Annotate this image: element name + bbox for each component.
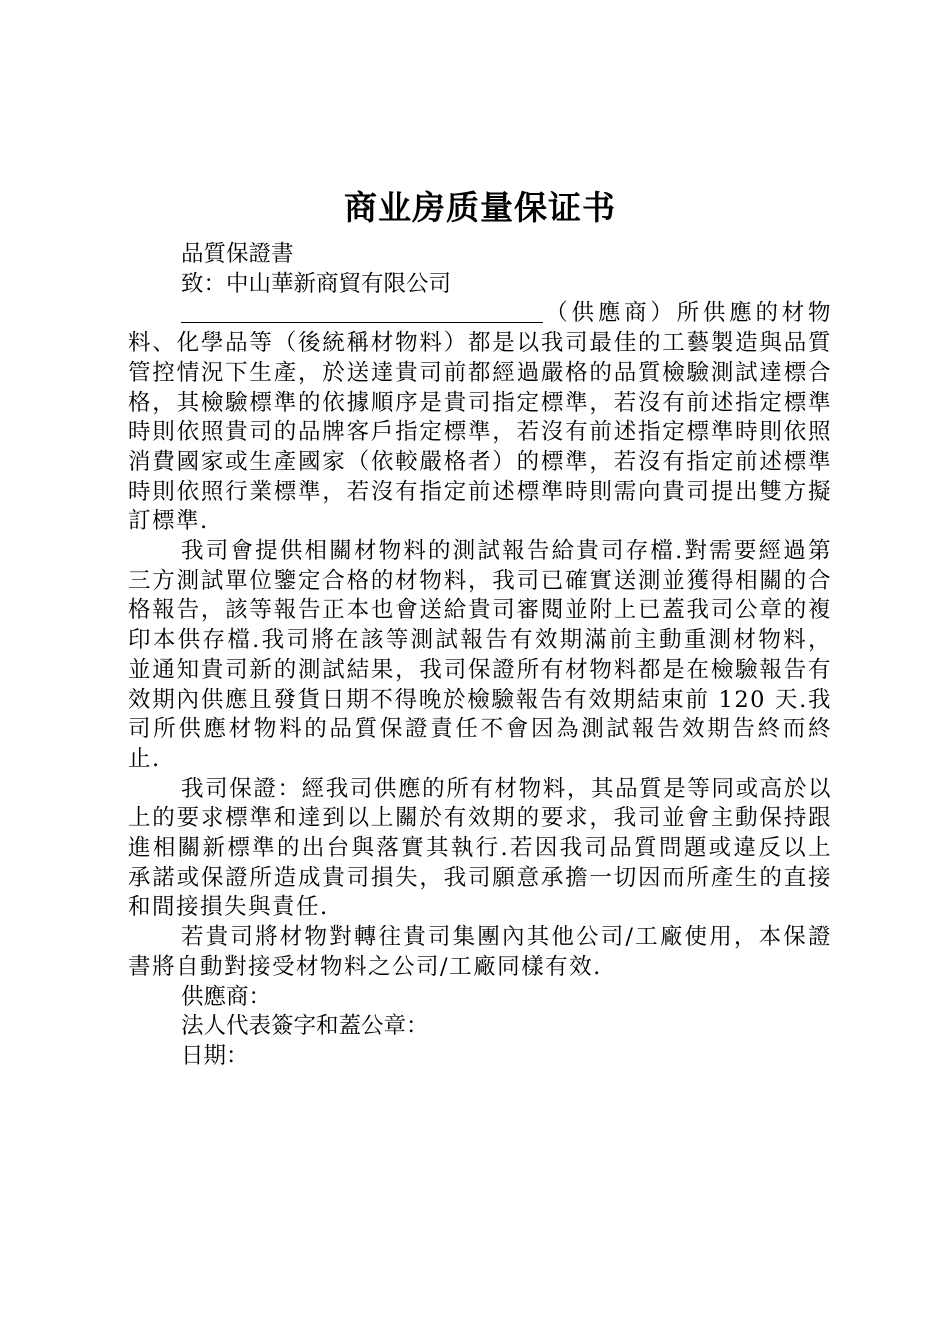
document-title: 商业房质量保证书 — [344, 188, 616, 227]
paragraph-1-text: （供應商）所供應的材物料、化學品等（後統稱材物料）都是以我司最佳的工藝製造與品質管控情況下生產，於送達貴司前都經過嚴格的品質檢驗測試達標合格，其檢驗標準的依據順序是貴司指定標準，若沒有前述指定標準時則依照貴司的品牌客戶指定標準，若沒有前述指定標準時則依照消費國家或生產國家（依較嚴格者）的標準，若沒有指定前述標準時則依照行業標準，若沒有指定前述標準時則需向貴司提出雙方擬訂標準. — [128, 300, 832, 535]
supplier-name-blank — [181, 300, 543, 323]
paragraph-4: 若貴司將材物對轉往貴司集團內其他公司/工廠使用，本保證書將自動對接受材物料之公司/工廠同樣有效. — [128, 924, 832, 980]
signature-label: 法人代表簽字和蓋公章： — [181, 1013, 429, 1040]
document-page — [128, 178, 832, 1072]
paragraph-2: 我司會提供相關材物料的測試報告給貴司存檔.對需要經過第三方測試單位鑒定合格的材物料，我司已確實送測並獲得相關的合格報告，該等報告正本也會送給貴司審閱並附上已蓋我司公章的複印本供存檔.我司將在該等測試報告有效期滿前主動重測材物料，並通知貴司新的測試結果，我司保證所有材物料都是在檢驗報告有效期內供應且發貨日期不得晚於檢驗報告有效期結束前 120 天.我司所供應材物料的品質保證責任不會因為測試報告效期告終而終止. — [128, 538, 832, 772]
date-label: 日期： — [181, 1042, 249, 1069]
paragraph-1 — [128, 299, 832, 537]
paragraph-3: 我司保證：經我司供應的所有材物料，其品質是等同或高於以上的要求標準和達到以上關於有效期的要求，我司並會主動保持跟進相關新標準的出台與落實其執行.若因我司品質問題或違反以上承諾或保證所造成貴司損失，我司願意承擔一切因而所產生的直接和間接損失與責任. — [128, 775, 832, 921]
document-subtitle: 品質保證書 — [181, 241, 294, 267]
recipient-line: 致：中山華新商貿有限公司 — [181, 270, 452, 297]
supplier-label: 供應商： — [181, 983, 272, 1010]
